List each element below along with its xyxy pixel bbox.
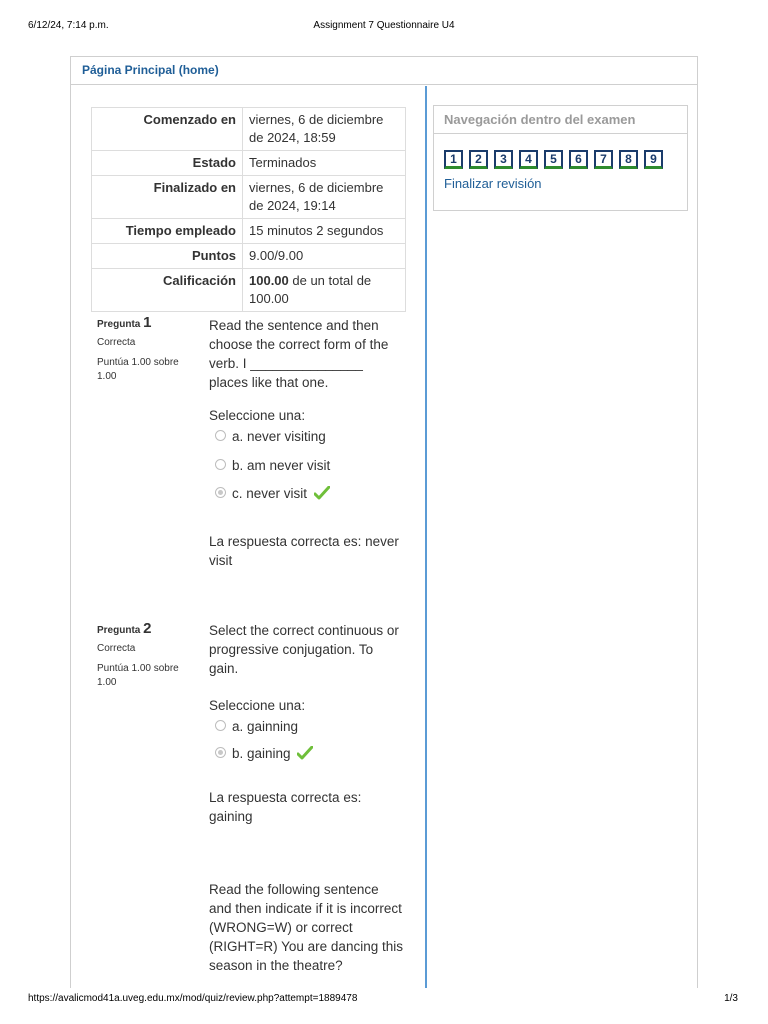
question-2-info	[97, 620, 192, 690]
summary-value: Terminados	[243, 151, 406, 176]
nav-question-2-button[interactable]: 2	[469, 150, 488, 169]
summary-label: Estado	[92, 151, 243, 176]
question-number: 2	[143, 620, 152, 637]
grade-rest: de un total de 100.00	[249, 273, 372, 306]
summary-label: Puntos	[92, 244, 243, 269]
print-date: 6/12/24, 7:14 p.m.	[28, 20, 109, 31]
attempt-summary-table	[91, 107, 406, 312]
select-one-label: Seleccione una:	[209, 408, 306, 423]
question-1-info	[97, 314, 192, 384]
print-url: https://avalicmod41a.uveg.edu.mx/mod/quiz/review.php?attempt=1889478	[28, 993, 358, 1004]
breadcrumb-home-link[interactable]: Página Principal (home)	[82, 63, 219, 77]
option-label: c. never visit	[232, 486, 308, 501]
nav-question-8-button[interactable]: 8	[619, 150, 638, 169]
question-label-text: Pregunta	[97, 625, 144, 636]
nav-question-7-button[interactable]: 7	[594, 150, 613, 169]
question-prompt: Read the sentence and then choose the correct form of the verb. I _______________ places like that one.	[209, 318, 389, 390]
quiz-navigation-block	[433, 105, 688, 211]
question-state: Correcta	[97, 337, 136, 348]
finish-review-link[interactable]: Finalizar revisión	[444, 176, 542, 191]
summary-label: Calificación	[92, 269, 243, 312]
summary-row-state	[92, 151, 406, 176]
summary-value: 9.00/9.00	[243, 244, 406, 269]
question-2-content	[209, 621, 404, 826]
answer-option[interactable]	[209, 456, 404, 476]
option-label: b. gaining	[232, 746, 291, 761]
question-number: 1	[143, 314, 152, 331]
nav-question-9-button[interactable]: 9	[644, 150, 663, 169]
option-label: a. gainning	[232, 719, 299, 734]
answer-option[interactable]	[209, 427, 404, 447]
question-3-content	[209, 880, 404, 975]
summary-value: viernes, 6 de diciembre de 2024, 18:59	[243, 108, 406, 151]
question-label	[97, 620, 192, 637]
question-prompt: Read the following sentence and then indicate if it is incorrect (WRONG=W) or correct (RIGHT=R) You are dancing this season in the theatre?	[209, 882, 403, 973]
option-label: a. never visiting	[232, 429, 326, 444]
summary-label: Tiempo empleado	[92, 219, 243, 244]
summary-row-finished	[92, 176, 406, 219]
grade-bold: 100.00	[249, 273, 289, 288]
question-label-text: Pregunta	[97, 319, 144, 330]
nav-question-1-button[interactable]: 1	[444, 150, 463, 169]
radio-button[interactable]	[215, 430, 226, 441]
nav-question-5-button[interactable]: 5	[544, 150, 563, 169]
question-label	[97, 314, 192, 331]
question-state: Correcta	[97, 643, 136, 654]
summary-row-points	[92, 244, 406, 269]
correct-check-icon	[314, 486, 330, 500]
nav-question-4-button[interactable]: 4	[519, 150, 538, 169]
summary-value	[243, 269, 406, 312]
radio-button[interactable]	[215, 459, 226, 470]
option-label: b. am never visit	[232, 458, 331, 473]
column-divider	[425, 86, 427, 988]
correct-answer-text: La respuesta correcta es: gaining	[209, 790, 362, 824]
radio-button-checked[interactable]	[215, 487, 226, 498]
question-1-content	[209, 316, 404, 570]
nav-question-3-button[interactable]: 3	[494, 150, 513, 169]
summary-value: viernes, 6 de diciembre de 2024, 19:14	[243, 176, 406, 219]
question-grade: Puntúa 1.00 sobre 1.00	[97, 663, 179, 688]
radio-button[interactable]	[215, 720, 226, 731]
answer-option[interactable]	[209, 717, 404, 737]
summary-row-time	[92, 219, 406, 244]
breadcrumb	[71, 57, 697, 85]
radio-button-checked[interactable]	[215, 747, 226, 758]
nav-question-6-button[interactable]: 6	[569, 150, 588, 169]
select-one-label: Seleccione una:	[209, 698, 306, 713]
correct-check-icon	[297, 746, 313, 760]
summary-label: Finalizado en	[92, 176, 243, 219]
question-grade: Puntúa 1.00 sobre 1.00	[97, 357, 179, 382]
print-title: Assignment 7 Questionnaire U4	[313, 20, 455, 31]
answer-option-selected[interactable]	[209, 744, 404, 764]
print-page-number: 1/3	[724, 993, 738, 1004]
summary-row-grade	[92, 269, 406, 312]
quiz-navigation-title: Navegación dentro del examen	[434, 106, 687, 134]
correct-answer-text: La respuesta correcta es: never visit	[209, 534, 399, 568]
question-prompt: Select the correct continuous or progressive conjugation. To gain.	[209, 623, 399, 676]
summary-value: 15 minutos 2 segundos	[243, 219, 406, 244]
answer-option-selected[interactable]	[209, 484, 404, 504]
summary-label: Comenzado en	[92, 108, 243, 151]
summary-row-started	[92, 108, 406, 151]
